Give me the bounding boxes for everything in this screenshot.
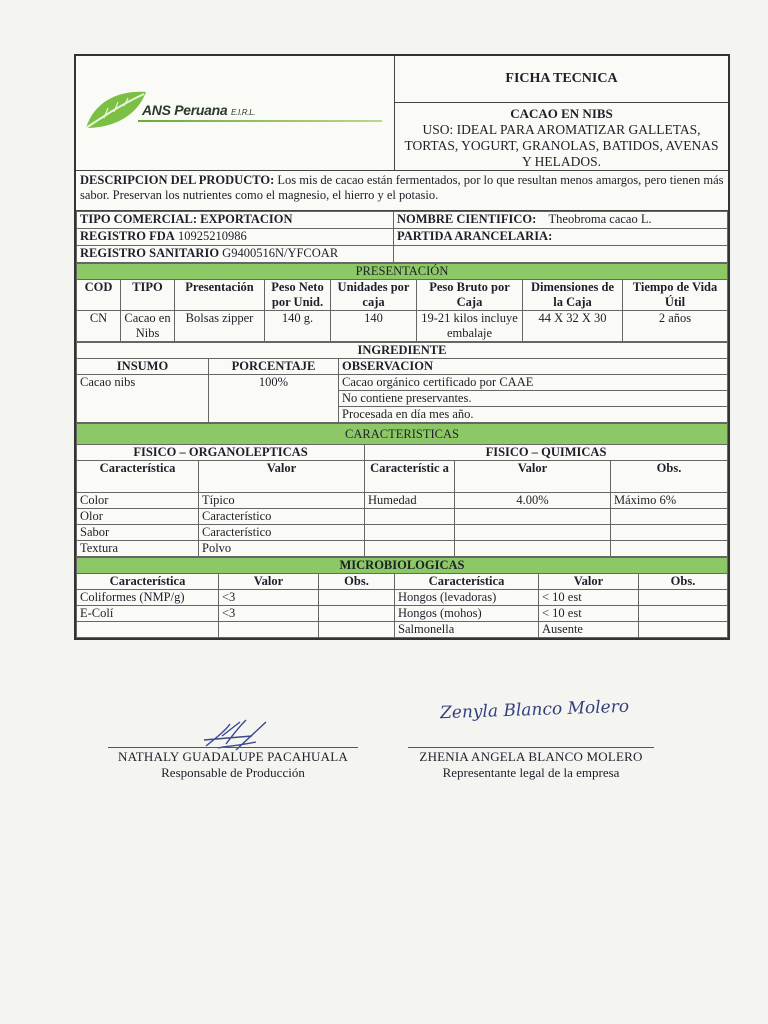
- observacion: No contiene preservantes.: [339, 391, 728, 407]
- table-cell: Hongos (levadoras): [395, 590, 539, 606]
- right-signatory: [400, 749, 662, 781]
- sheet-header: [76, 56, 728, 171]
- company-name-text: ANS Peruana: [142, 102, 228, 118]
- table-cell: [611, 509, 728, 525]
- col-header: Obs.: [611, 461, 728, 493]
- caracteristicas-table: [76, 423, 728, 557]
- microbiologicas-table: [76, 557, 728, 638]
- table-cell: Característico: [199, 509, 365, 525]
- technical-sheet: [74, 54, 730, 640]
- table-cell: [639, 606, 728, 622]
- col-header: Obs.: [639, 574, 728, 590]
- table-cell: [319, 590, 395, 606]
- table-cell: CN: [77, 311, 121, 342]
- col-header: Valor: [455, 461, 611, 493]
- quimicas-title: FISICO – QUIMICAS: [365, 445, 728, 461]
- table-cell: Sabor: [77, 525, 199, 541]
- left-signature-line: [108, 747, 358, 748]
- description-label: DESCRIPCION DEL PRODUCTO:: [80, 173, 275, 187]
- table-cell: 140 g.: [265, 311, 331, 342]
- table-cell: 2 años: [623, 311, 728, 342]
- caracteristicas-title: CARACTERISTICAS: [77, 424, 728, 445]
- table-cell: 44 X 32 X 30: [523, 311, 623, 342]
- table-cell: Humedad: [365, 493, 455, 509]
- table-cell: E-Colí: [77, 606, 219, 622]
- table-cell: Característico: [199, 525, 365, 541]
- right-handwritten-signature: Zenyla Blanco Molero: [439, 696, 630, 724]
- table-cell: [319, 622, 395, 638]
- table-cell: [365, 525, 455, 541]
- observacion: Cacao orgánico certificado por CAAE: [339, 375, 728, 391]
- col-header: Característica: [395, 574, 539, 590]
- table-cell: Olor: [77, 509, 199, 525]
- table-cell: Máximo 6%: [611, 493, 728, 509]
- table-cell: Color: [77, 493, 199, 509]
- table-cell: 19-21 kilos incluye embalaje: [417, 311, 523, 342]
- table-cell: <3: [219, 590, 319, 606]
- micro-title: MICROBIOLOGICAS: [77, 558, 728, 574]
- description-text: Los mis de cacao están fermentados, por lo que resultan menos amargos, pero tienen más sabor. Preservan los nutrientes como el magnesio, el hierro y el potasio.: [80, 173, 724, 202]
- presentacion-row: [77, 311, 728, 342]
- organolepticas-title: FISICO – ORGANOLEPTICAS: [77, 445, 365, 461]
- col-header: Tiempo de Vida Útil: [623, 280, 728, 311]
- col-header: Valor: [199, 461, 365, 493]
- table-cell: [611, 525, 728, 541]
- table-cell: [639, 622, 728, 638]
- presentacion-title: PRESENTACIÓN: [77, 264, 728, 280]
- col-header: COD: [77, 280, 121, 311]
- col-header: Valor: [539, 574, 639, 590]
- porcentaje-value: 100%: [209, 375, 339, 423]
- product-block: [395, 103, 728, 170]
- right-signature-line: [408, 747, 654, 748]
- table-cell: Coliformes (NMP/g): [77, 590, 219, 606]
- table-cell: [455, 525, 611, 541]
- registro-fda-value: 10925210986: [177, 229, 247, 243]
- col-header: TIPO: [121, 280, 175, 311]
- company-suffix: E.I.R.L.: [231, 108, 256, 117]
- document-title: FICHA TECNICA: [395, 56, 728, 103]
- left-signatory: [100, 749, 366, 781]
- col-header: Peso Neto por Unid.: [265, 280, 331, 311]
- col-header: Peso Bruto por Caja: [417, 280, 523, 311]
- registro-sanitario: [77, 246, 394, 263]
- table-cell: <3: [219, 606, 319, 622]
- nombre-cientifico-label: NOMBRE CIENTIFICO:: [397, 212, 537, 226]
- ingrediente-title: INGREDIENTE: [77, 343, 728, 359]
- col-header: Característica: [77, 574, 219, 590]
- table-cell: [639, 590, 728, 606]
- col-header: Característic a: [365, 461, 455, 493]
- presentacion-header-row: [77, 280, 728, 311]
- table-cell: Cacao en Nibs: [121, 311, 175, 342]
- insumo-value: Cacao nibs: [77, 375, 209, 423]
- observacion: Procesada en día mes año.: [339, 407, 728, 423]
- left-signatory-role: Responsable de Producción: [161, 765, 305, 780]
- col-header: OBSERVACION: [339, 359, 728, 375]
- table-cell: 4.00%: [455, 493, 611, 509]
- table-cell: [365, 541, 455, 557]
- logo-underline: [138, 120, 382, 122]
- title-block: [395, 56, 728, 170]
- table-cell: [219, 622, 319, 638]
- table-cell: Textura: [77, 541, 199, 557]
- col-header: Dimensiones de la Caja: [523, 280, 623, 311]
- product-title: CACAO EN NIBS: [510, 106, 613, 121]
- table-cell: Salmonella: [395, 622, 539, 638]
- nombre-cientifico: [394, 212, 728, 229]
- ingrediente-table: [76, 342, 728, 423]
- left-signatory-name: NATHALY GUADALUPE PACAHUALA: [118, 749, 348, 764]
- nombre-cientifico-value: Theobroma cacao L.: [548, 212, 652, 226]
- table-cell: < 10 est: [539, 590, 639, 606]
- table-cell: [319, 606, 395, 622]
- leaf-logo-icon: [84, 88, 148, 132]
- table-cell: 140: [331, 311, 417, 342]
- col-header: Característica: [77, 461, 199, 493]
- table-cell: Hongos (mohos): [395, 606, 539, 622]
- col-header: Presentación: [175, 280, 265, 311]
- table-cell: Bolsas zipper: [175, 311, 265, 342]
- col-header: Unidades por caja: [331, 280, 417, 311]
- right-signatory-name: ZHENIA ANGELA BLANCO MOLERO: [419, 749, 643, 764]
- presentacion-table: [76, 263, 728, 342]
- col-header: PORCENTAJE: [209, 359, 339, 375]
- registro-fda-label: REGISTRO FDA: [80, 229, 175, 243]
- table-cell: [455, 509, 611, 525]
- table-cell: [77, 622, 219, 638]
- table-cell: < 10 est: [539, 606, 639, 622]
- info-table: [76, 211, 728, 263]
- company-logo: [76, 56, 395, 170]
- product-description: [76, 171, 728, 211]
- product-use: USO: IDEAL PARA AROMATIZAR GALLETAS, TORTAS, YOGURT, GRANOLAS, BATIDOS, AVENAS Y HELADOS.: [404, 122, 719, 169]
- table-cell: [455, 541, 611, 557]
- tipo-comercial: TIPO COMERCIAL: EXPORTACION: [77, 212, 394, 229]
- right-signatory-role: Representante legal de la empresa: [442, 765, 620, 780]
- company-name: [142, 102, 255, 118]
- registro-fda: [77, 229, 394, 246]
- table-cell: [611, 541, 728, 557]
- col-header: Obs.: [319, 574, 395, 590]
- empty-cell: [394, 246, 728, 263]
- registro-sanitario-label: REGISTRO SANITARIO: [80, 246, 220, 260]
- col-header: INSUMO: [77, 359, 209, 375]
- table-cell: [365, 509, 455, 525]
- partida-arancelaria: PARTIDA ARANCELARIA:: [394, 229, 728, 246]
- col-header: Valor: [219, 574, 319, 590]
- table-cell: Ausente: [539, 622, 639, 638]
- registro-sanitario-value: G9400516N/YFCOAR: [222, 246, 339, 260]
- table-cell: Típico: [199, 493, 365, 509]
- table-cell: Polvo: [199, 541, 365, 557]
